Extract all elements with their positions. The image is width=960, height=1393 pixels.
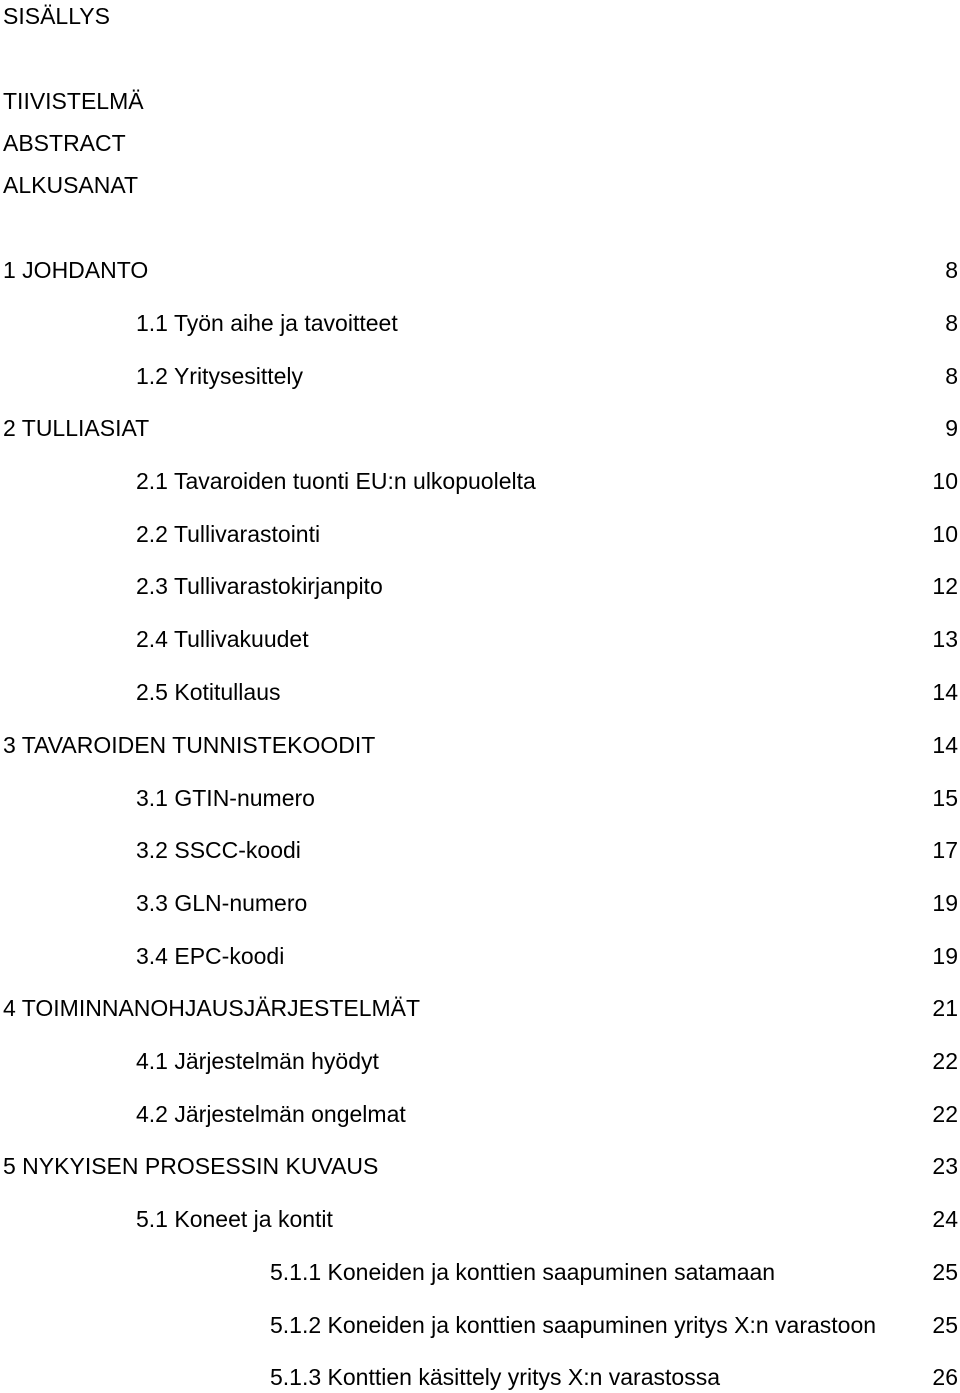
toc-entry-page: 10 [932,521,958,547]
toc-entry-page: 19 [932,943,958,969]
front-matter-item: ABSTRACT [3,130,126,156]
toc-entry-label: 3.2 SSCC-koodi [136,837,301,863]
toc-entry-label: 5.1.1 Koneiden ja konttien saapuminen satamaan [270,1259,776,1285]
toc-entry-page: 19 [932,890,958,916]
toc-entry-page: 8 [945,363,958,389]
toc-entry-page: 22 [932,1101,958,1127]
toc-entry-page: 25 [932,1259,958,1285]
toc-entry-page: 14 [932,732,958,758]
toc-entry-page: 8 [945,257,958,283]
toc-entry-label: 3.3 GLN-numero [136,890,308,916]
toc-entry-page: 12 [932,573,958,599]
toc-entry-page: 24 [932,1206,958,1232]
toc-entry-label: 2.3 Tullivarastokirjanpito [136,573,383,599]
toc-entry-label: 1 JOHDANTO [3,257,149,283]
toc-entry-page: 25 [932,1312,958,1338]
toc-entry-label: 2.2 Tullivarastointi [136,521,321,547]
toc-entry-label: 2.1 Tavaroiden tuonti EU:n ulkopuolelta [136,468,536,494]
toc-entry-page: 15 [932,785,958,811]
toc-entry-label: 2.4 Tullivakuudet [136,626,309,652]
toc-entry-label: 5.1.3 Konttien käsittely yritys X:n varastossa [270,1364,720,1390]
toc-entry-label: 2.5 Kotitullaus [136,679,281,705]
toc-entry-label: 2 TULLIASIAT [3,415,150,441]
toc-entry-label: 4.1 Järjestelmän hyödyt [136,1048,379,1074]
toc-entry-label: 5 NYKYISEN PROSESSIN KUVAUS [3,1153,379,1179]
toc-entry-label: 4.2 Järjestelmän ongelmat [136,1101,406,1127]
toc-entry-label: 1.2 Yritysesittely [136,363,304,389]
toc-entry-page: 17 [932,837,958,863]
toc-entry-page: 22 [932,1048,958,1074]
toc-entry-label: 3.4 EPC-koodi [136,943,285,969]
toc-entry-page: 14 [932,679,958,705]
toc-entry-label: 4 TOIMINNANOHJAUSJÄRJESTELMÄT [3,995,421,1021]
toc-entry-page: 9 [945,415,958,441]
toc-entry-label: 5.1 Koneet ja kontit [136,1206,333,1232]
toc-entry-label: 5.1.2 Koneiden ja konttien saapuminen yritys X:n varastoon [270,1312,877,1338]
page-title: SISÄLLYS [3,3,110,29]
front-matter-item: TIIVISTELMÄ [3,88,144,114]
toc-entry-page: 23 [932,1153,958,1179]
toc-entry-label: 1.1 Työn aihe ja tavoitteet [136,310,398,336]
toc-entry-page: 21 [932,995,958,1021]
toc-entry-page: 13 [932,626,958,652]
front-matter-item: ALKUSANAT [3,172,139,198]
toc-entry-page: 8 [945,310,958,336]
toc-entry-page: 26 [932,1364,958,1390]
toc-entry-page: 10 [932,468,958,494]
toc-entry-label: 3.1 GTIN-numero [136,785,315,811]
toc-entry-label: 3 TAVAROIDEN TUNNISTEKOODIT [3,732,376,758]
